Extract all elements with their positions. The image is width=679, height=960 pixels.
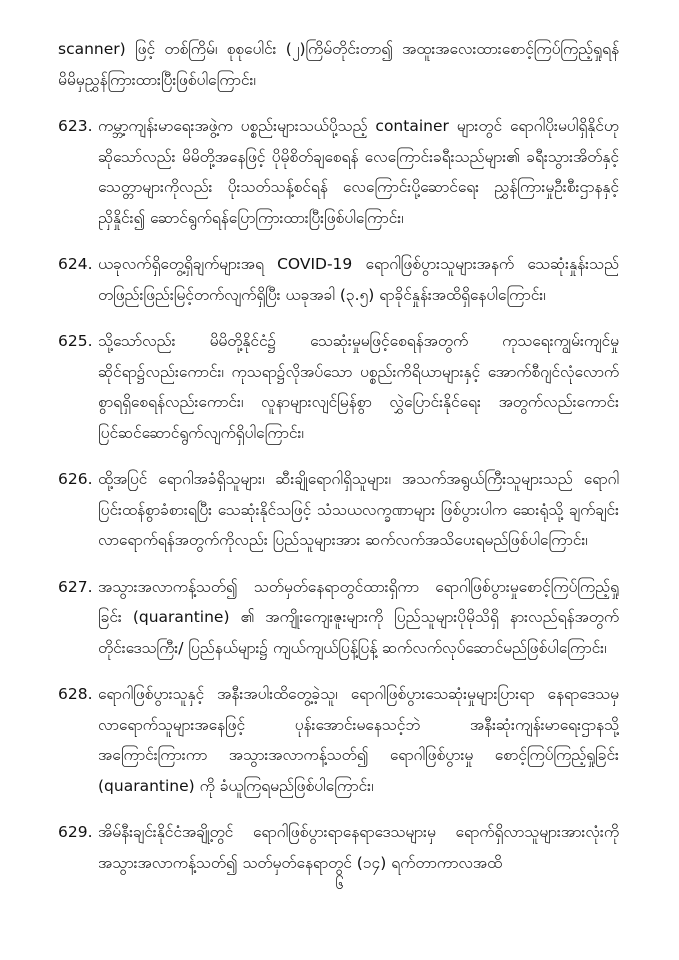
paragraph-number: 628. <box>58 685 93 703</box>
paragraph-text: ရောဂါဖြစ်ပွားသူနှင့် အနီးအပါးထိတွေ့ခဲ့သူ၊ ရောဂါဖြစ်ပွားသေဆုံးမှုများပြားရာ နေရာဒေသမှ လာရောက်သူများအနေဖြင့် ပုန်းအောင်းမနေသင့်ဘဲ အနီးဆုံးကျန်းမာရေးဌာနသို့ အကြောင်းကြားကာ အသွားအလာကန့်သတ်၍ ရောဂါဖြစ်ပွားမှု စောင့်ကြပ်ကြည့်ရှုခြင်း (quarantine) ကို ခံယူကြရမည်ဖြစ်ပါကြောင်း၊ <box>98 685 619 795</box>
paragraph-number: 623. <box>58 117 93 135</box>
paragraph-text: scanner) ဖြင့် တစ်ကြိမ်၊ စုစုပေါင်း (၂)ကြိမ်တိုင်းတာ၍ အထူးအလေးထားစောင့်ကြပ်ကြည့်ရှုရန် မိမိမှညွှန်ကြားထားပြီးဖြစ်ပါကြောင်း၊ <box>58 40 619 89</box>
paragraph-628 <box>58 679 619 801</box>
paragraph-625 <box>58 326 619 448</box>
paragraph-text: ကမ္ဘာ့ကျန်းမာရေးအဖွဲ့က ပစ္စည်းများသယ်ပို့သည့် container များတွင် ရောဂါပိုးမပါရှိနိုင်ဟုဆိုသော်လည်း မိမိတို့အနေဖြင့် ပိုမိုစိတ်ချစေရန် လေကြောင်းခရီးသည်များ၏ ခရီးသွားအိတ်နှင့် သေတ္တာများကိုလည်း ပိုးသတ်သန့်စင်ရန် လေကြောင်းပို့ဆောင်ရေး ညွှန်ကြားမှုဦးစီးဌာနနှင့် ညှိနှိုင်း၍ ဆောင်ရွက်ရန်ပြောကြားထားပြီးဖြစ်ပါကြောင်း၊ <box>98 117 619 227</box>
paragraph-text: သို့သော်လည်း မိမိတို့နိုင်ငံ၌ သေဆုံးမှုမဖြင့်စေရန်အတွက် ကုသရေးကျွမ်းကျင်မှုဆိုင်ရာ၌လည်းကောင်း၊ ကုသရာ၌လိုအပ်သော ပစ္စည်းကိရိယာများနှင့် အောက်စီဂျင်လုံလောက်စွာရရှိစေရန်လည်းကောင်း၊ လူနာများလျင်မြန်စွာ လွှဲပြောင်းနိုင်ရေး အတွက်လည်းကောင်း ပြင်ဆင်ဆောင်ရွက်လျက်ရှိပါကြောင်း၊ <box>98 332 619 442</box>
paragraph-text: အသွားအလာကန့်သတ်၍ သတ်မှတ်နေရာတွင်ထားရှိကာ ရောဂါဖြစ်ပွားမှုစောင့်ကြပ်ကြည့်ရှုခြင်း (quarantine) ၏ အကျိုးကျေးဇူးများကို ပြည်သူများပိုမိုသိရှိ နားလည်ရန်အတွက် တိုင်းဒေသကြီး/ ပြည်နယ်များ၌ ကျယ်ကျယ်ပြန့်ပြန့် ဆက်လက်လုပ်ဆောင်မည်ဖြစ်ပါကြောင်း၊ <box>98 577 619 657</box>
paragraph-626 <box>58 464 619 556</box>
paragraph-624 <box>58 249 619 310</box>
paragraph-continuation <box>58 34 619 95</box>
paragraph-629 <box>58 817 619 878</box>
paragraph-number: 627. <box>58 577 93 596</box>
paragraph-number: 625. <box>58 332 93 350</box>
paragraph-627 <box>58 572 619 664</box>
paragraph-text: ယခုလက်ရှိတွေ့ရှိချက်များအရ COVID-19 ရောဂါဖြစ်ပွားသူများအနက် သေဆုံးနှုန်းသည် တဖြည်းဖြည်းမြင့်တက်လျက်ရှိပြီး ယခုအခါ (၃.၅) ရာခိုင်နှုန်းအထိရှိနေပါကြောင်း၊ <box>98 255 619 304</box>
paragraph-623 <box>58 111 619 233</box>
paragraph-number: 624. <box>58 255 93 273</box>
paragraph-number: 626. <box>58 470 93 488</box>
paragraph-number: 629. <box>58 823 93 841</box>
paragraph-text: ထို့အပြင် ရောဂါအခံရှိသူများ၊ ဆီးချိုရောဂါရှိသူများ၊ အသက်အရွယ်ကြီးသူများသည် ရောဂါပြင်းထန်စွာခံစားရပြီး သေဆုံးနိုင်သဖြင့် သံသယလက္ခဏာများ ဖြစ်ပွားပါက ဆေးရုံသို့ ချက်ချင်းလာရောက်ရန်အတွက်ကိုလည်း ပြည်သူများအား ဆက်လက်အသိပေးရမည်ဖြစ်ပါကြောင်း၊ <box>98 470 619 549</box>
page-number: ၆ <box>335 875 344 893</box>
paragraph-text: အိမ်နီးချင်းနိုင်ငံအချို့တွင် ရောဂါဖြစ်ပွားရာနေရာဒေသများမှ ရောက်ရှိလာသူများအားလုံးကို အသွားအလာကန့်သတ်၍ သတ်မှတ်နေရာတွင် (၁၄) ရက်တာကာလအထိ <box>98 823 619 872</box>
